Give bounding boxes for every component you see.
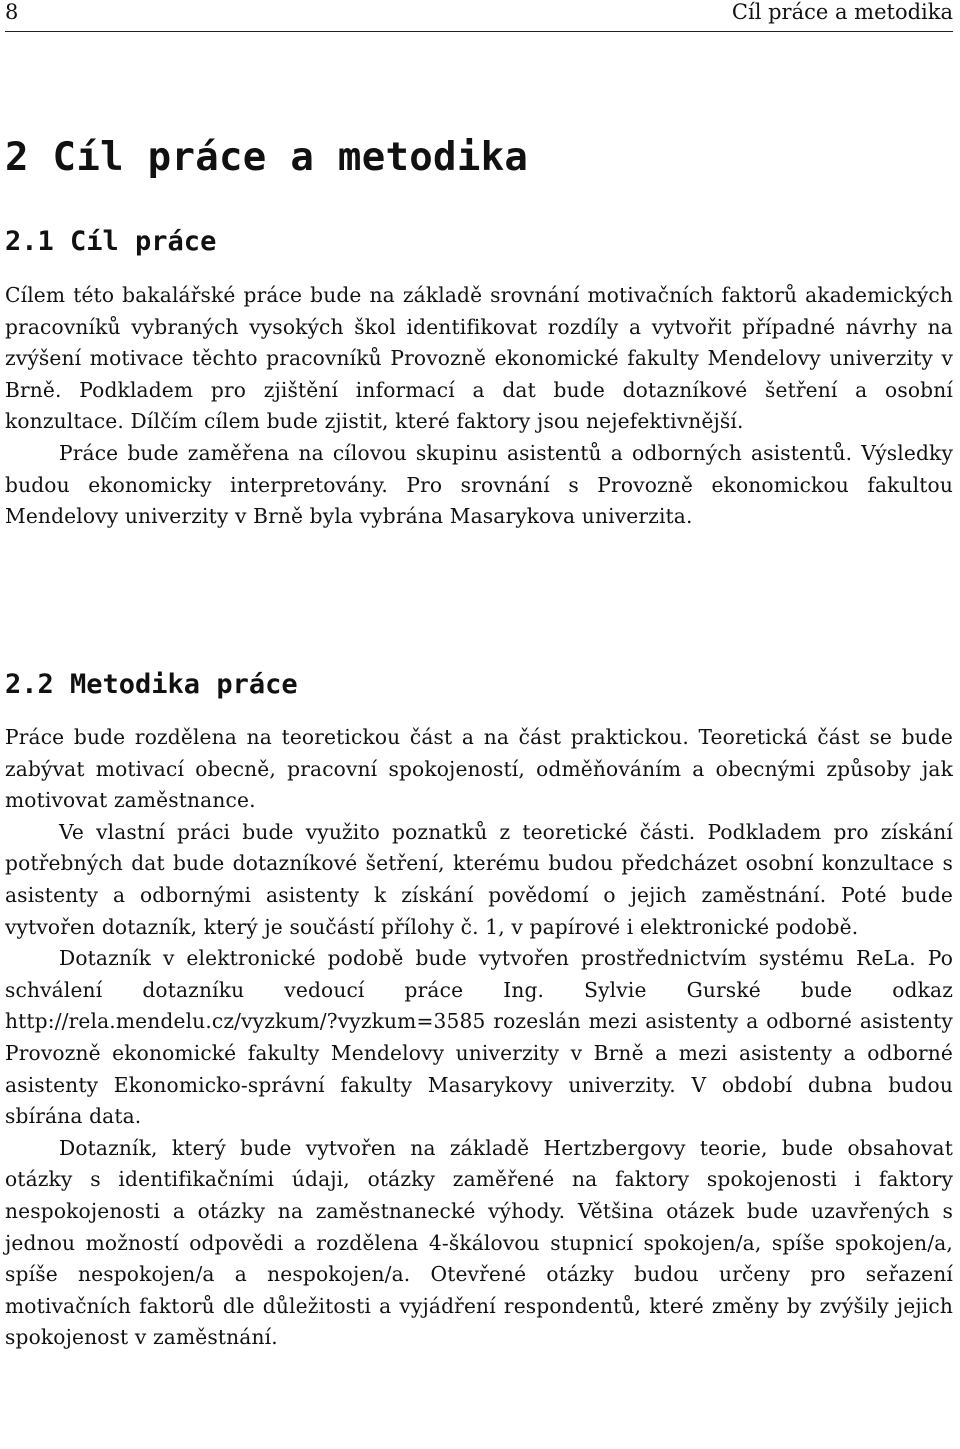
chapter-title: 2 Cíl práce a metodika [5,135,529,180]
paragraph: Dotazník v elektronické podobě bude vytvořen prostřednictvím systému ReLa. Po schválení dotazníku vedoucí práce Ing. Sylvie Gurské bude odkaz http://rela.mendelu.cz/vyzkum/?vyzkum=3585 rozeslán mezi asistenty a odborné asistenty Provozně ekonomické fakulty Mendelovy univerzity v Brně a mezi asistenty a odborné asistenty Ekonomicko-správní fakulty Masarykovy univerzity. V období dubna budou sbírána data. [5,946,953,1129]
paragraph: Cílem této bakalářské práce bude na základě srovnání motivačních faktorů akademických pracovníků vybraných vysokých škol identifikovat rozdíly a vytvořit případné návrhy na zvýšení motivace těchto pracovníků Provozně ekonomické fakulty Mendelovy univerzity v Brně. Podkladem pro zjištění informací a dat bude dotazníkové šetření a osobní konzultace. Dílčím cílem bude zjistit, které faktory jsou nejefektivnější. [5,283,953,434]
paragraph: Ve vlastní práci bude využito poznatků z teoretické části. Podkladem pro získání potřebných dat bude dotazníkové šetření, kterému budou předcházet osobní konzultace s asistenty a odbornými asistenty k získání povědomí o jejich zaměstnání. Poté bude vytvořen dotazník, který je součástí přílohy č. 1, v papírové i elektronické podobě. [5,819,953,939]
section-title-methodology: 2.2 Metodika práce [5,669,298,700]
page-number: 8 [5,0,19,24]
running-header [5,0,953,24]
section-methodology-body [5,722,953,1354]
header-divider [5,31,953,32]
document-page [5,0,953,1350]
running-header-title: Cíl práce a metodika [731,0,953,24]
paragraph: Práce bude zaměřena na cílovou skupinu asistentů a odborných asistentů. Výsledky budou ekonomicky interpretovány. Pro srovnání s Provozně ekonomickou fakultou Mendelovy univerzity v Brně byla vybrána Masarykova univerzita. [5,440,953,529]
section-title-goal: 2.1 Cíl práce [5,226,217,257]
paragraph: Práce bude rozdělena na teoretickou část a na část praktickou. Teoretická část se bude zabývat motivací obecně, pracovní spokojeností, odměňováním a obecnými způsoby jak motivovat zaměstnance. [5,725,953,813]
paragraph: Dotazník, který bude vytvořen na základě Hertzbergovy teorie, bude obsahovat otázky s identifikačními údaji, otázky zaměřené na faktory spokojenosti i faktory nespokojenosti a otázky na zaměstnanecké výhody. Většina otázek bude uzavřených s jednou možností odpovědi a rozdělena 4-škálovou stupnicí spokojen/a, spíše spokojen/a, spíše nespokojen/a a nespokojen/a. Otevřené otázky budou určeny pro seřazení motivačních faktorů dle důležitosti a vyjádření respondentů, které změny by zvýšily jejich spokojenost v zaměstnání. [5,1135,953,1350]
section-goal-body [5,280,953,533]
